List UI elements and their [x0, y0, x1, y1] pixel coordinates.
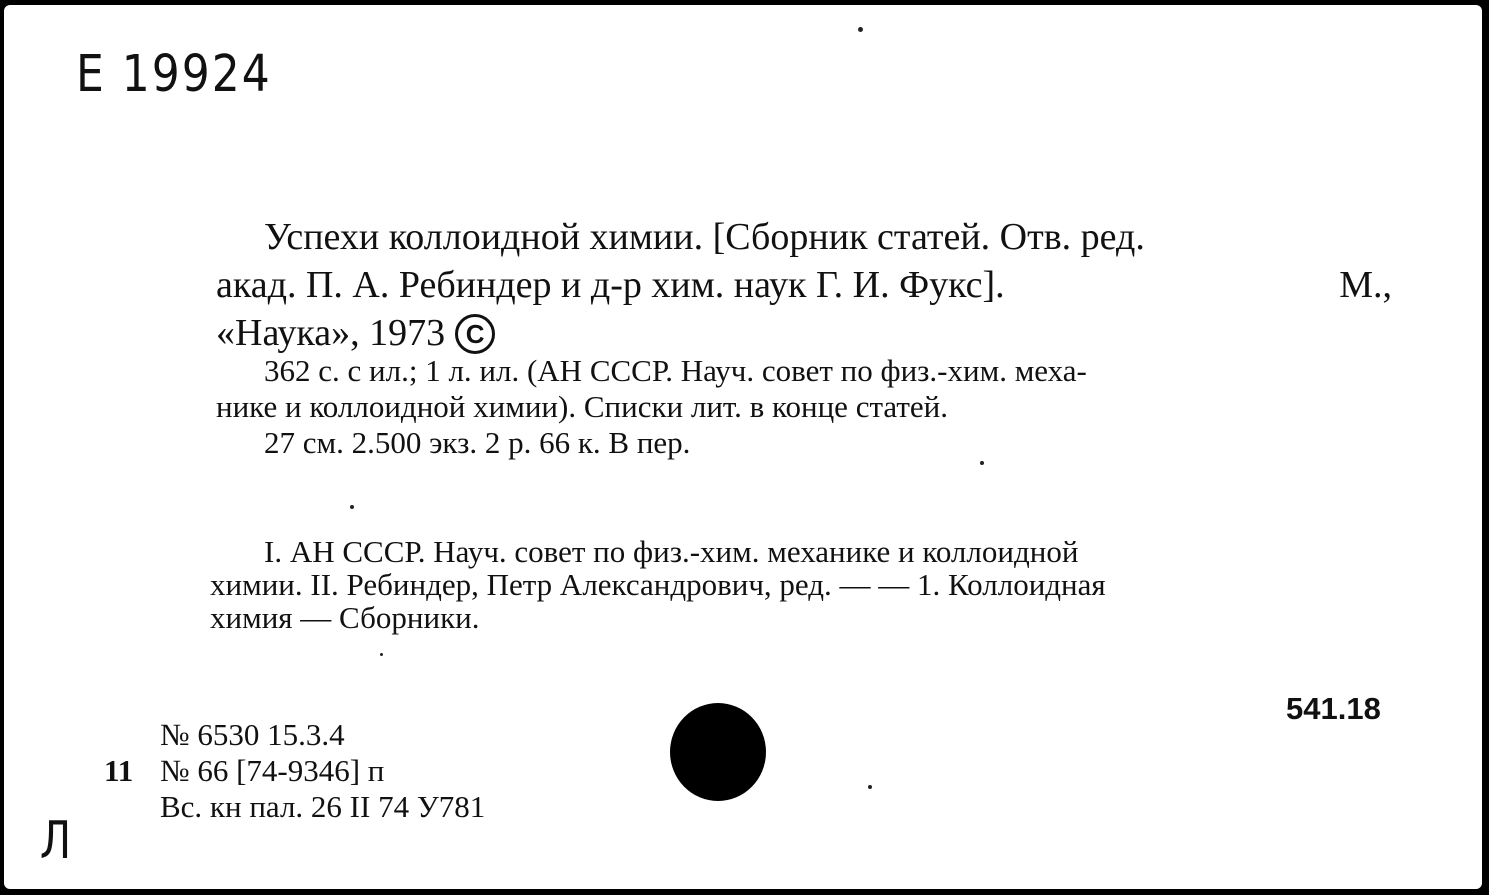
print-info-row-2-mark: 11 — [104, 753, 134, 788]
title-line-3-row — [216, 309, 1392, 357]
print-info-row-3 — [104, 789, 485, 825]
dust-speck — [350, 505, 354, 509]
collation-line-1: 362 с. с ил.; 1 л. ил. (АН СССР. Науч. совет по физ.-хим. меха- — [264, 353, 1087, 388]
title-block — [216, 213, 1392, 357]
title-line-2: акад. П. А. Ребиндер и д-р хим. наук Г. И. Фукс]. — [216, 264, 1005, 306]
title-line-1: Успехи коллоидной химии. [Сборник статей. Отв. ред. — [264, 216, 1145, 258]
title-line-3: «Наука», 1973 — [216, 312, 446, 354]
tracings-block — [210, 535, 1386, 634]
tracing-line-1: I. АН СССР. Науч. совет по физ.-хим. механике и коллоидной — [264, 534, 1079, 569]
title-line-2-row — [216, 261, 1392, 309]
print-info — [104, 717, 485, 825]
copyright-icon: C — [455, 314, 495, 354]
pencil-mark: Л — [39, 811, 72, 871]
collation-line-2: нике и коллоидной химии). Списки лит. в конце статей. — [216, 389, 948, 424]
dust-speck — [858, 27, 863, 32]
tracing-line-2: химии. II. Ребиндер, Петр Александрович, ред. — — 1. Коллоидная — [210, 567, 1106, 602]
dust-speck — [380, 653, 383, 656]
print-info-row-2 — [104, 753, 485, 789]
catalog-card — [4, 5, 1482, 889]
dust-speck — [980, 461, 984, 465]
punch-hole — [670, 703, 766, 801]
shelf-mark: Е 19924 — [76, 45, 272, 104]
dust-speck — [868, 785, 872, 789]
order-number: № 6530 15.3.4 — [160, 717, 345, 752]
card-number: № 66 [74-9346] п — [160, 753, 385, 788]
classification-number: 541.18 — [1286, 691, 1381, 726]
publication-place: М., — [1339, 264, 1392, 306]
collation-line-3: 27 см. 2.500 экз. 2 р. 66 к. В пер. — [264, 425, 691, 460]
chamber-info: Вс. кн пал. 26 II 74 У781 — [160, 789, 486, 824]
collation-block — [216, 353, 1392, 461]
tracing-line-3: химия — Сборники. — [210, 600, 480, 635]
print-info-row-1 — [104, 717, 485, 753]
